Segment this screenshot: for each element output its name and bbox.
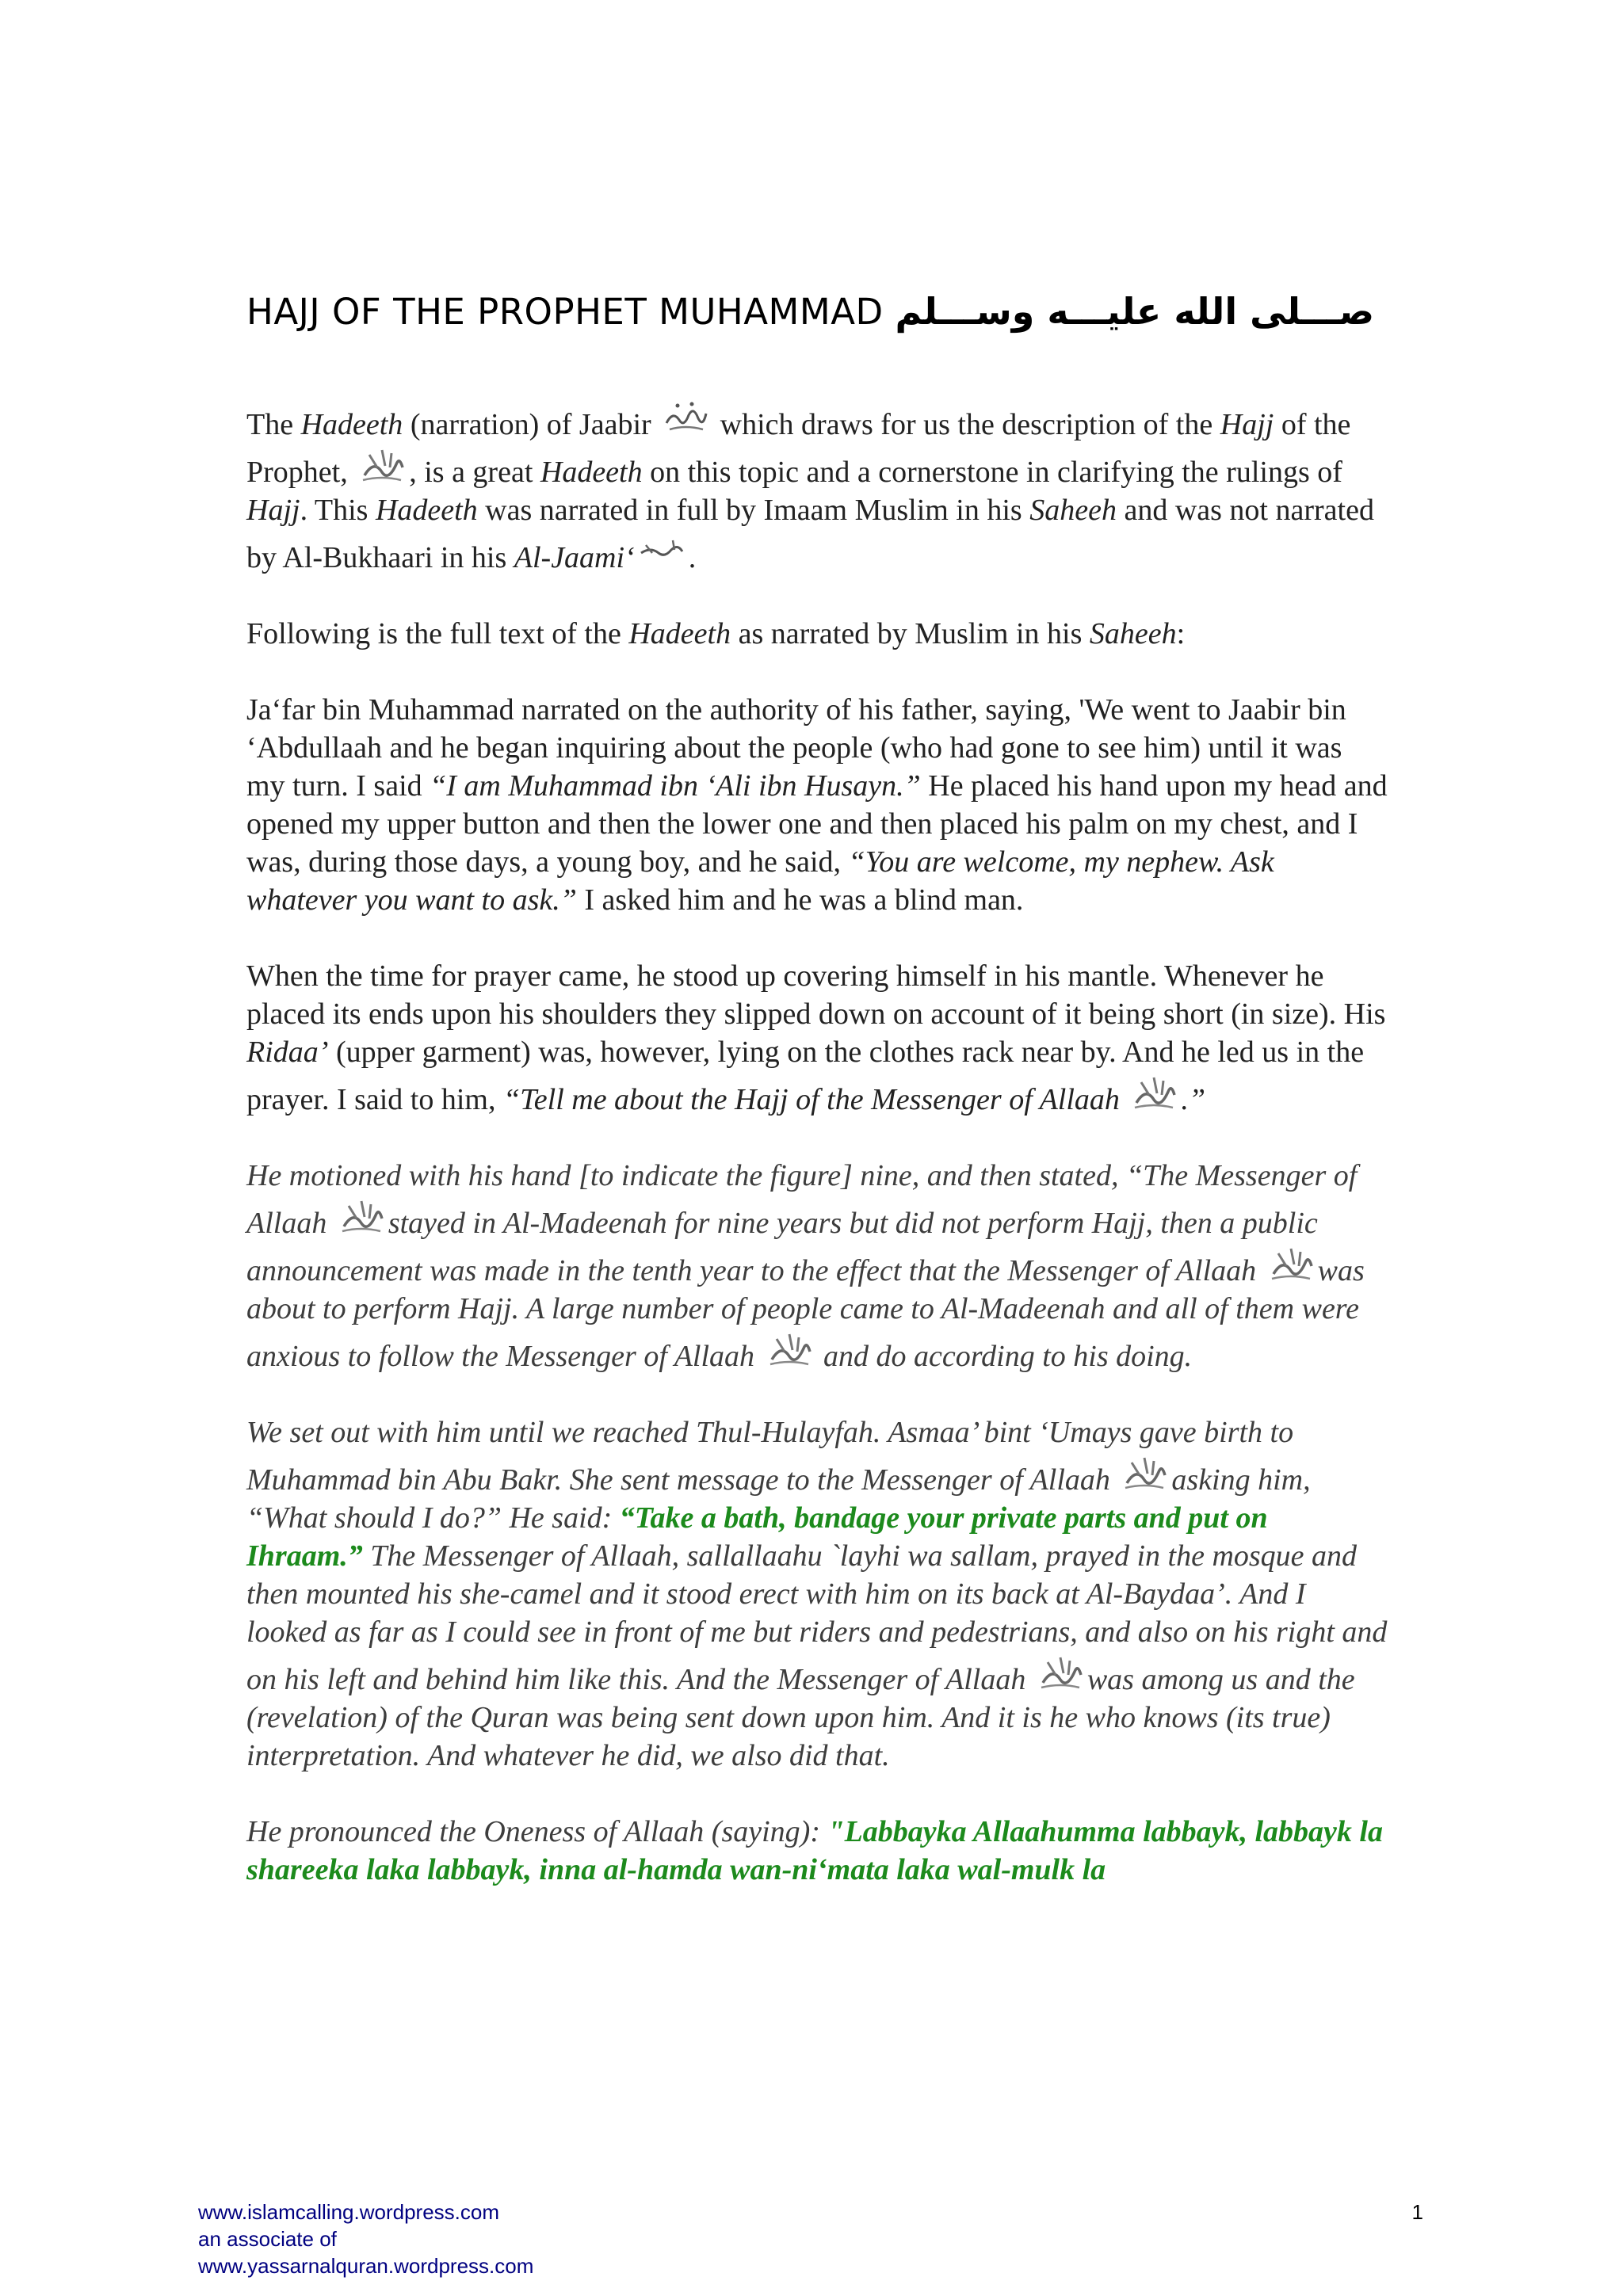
text: stayed in Al-Madeenah for nine years but did not perform Hajj, then a public announcement was made in the tenth year to the effect that the Messenger of Allaah: [246, 1207, 1318, 1287]
sallallaahu-alayhi-wa-sallam-icon: [1121, 1451, 1168, 1493]
term-hajj: Hajj: [246, 494, 300, 527]
text: The: [246, 408, 301, 441]
text: . This: [300, 494, 376, 527]
text: Following is the full text of the: [246, 617, 629, 650]
text: He pronounced the Oneness of Allaah (saying):: [246, 1815, 828, 1848]
page-title: [246, 290, 1388, 333]
narration-paragraph-1: [246, 691, 1388, 919]
text: on this topic and a cornerstone in clarifying the rulings of: [642, 456, 1342, 489]
narration-paragraph-5: [246, 1813, 1388, 1889]
text: The Messenger of Allaah, sallallaahu `layhi wa sallam, prayed in the mosque and then mounted his she-camel and it stood erect with him on its back at Al-Baydaa’. And I looked as far as I could see in front of me but riders and pedestrians, and also on his right and on his left and behind him like this. And the Messenger of Allaah: [246, 1539, 1388, 1696]
sallallaahu-alayhi-wa-sallam-icon: [358, 444, 406, 485]
text: and do according to his doing.: [815, 1340, 1193, 1373]
text: .: [688, 541, 697, 574]
page-number: 1: [1411, 2200, 1423, 2224]
term-saheeh: Saheeh: [1089, 617, 1177, 650]
text: as narrated by Muslim in his: [731, 617, 1090, 650]
text: :: [1176, 617, 1186, 650]
text: When the time for prayer came, he stood up covering himself in his mantle. Whenever he placed its ends upon his shoulders they slipped down on account of it being short (in size). His: [246, 959, 1386, 1031]
term-hadeeth: Hadeeth: [300, 408, 403, 441]
term-saheeh: Saheeh: [1029, 494, 1117, 527]
quote: “You are welcome, my nephew. Ask whatever you want to ask.”: [246, 845, 1274, 917]
intro-paragraph: [246, 396, 1388, 577]
text: He placed his hand upon my head and opened my upper button and then the lower one and then placed his palm on my chest, and I was, during those days, a young boy, and he said,: [246, 769, 1388, 879]
narration-paragraph-3: [246, 1157, 1388, 1375]
text: was among us and the (revelation) of the Quran was being sent down upon him. And it is he who knows (its true) interpretation. And whatever he did, we also did that.: [246, 1663, 1355, 1772]
text: He motioned with his hand [to indicate the figure] nine, and then stated, “The Messenger of Allaah: [246, 1159, 1358, 1240]
footer-associate-text: an associate of: [198, 2227, 337, 2251]
text: which draws for us the description of the: [712, 408, 1220, 441]
text: asking him, “What should I do?” He said:: [246, 1463, 1311, 1535]
quote: “I am Muhammad ibn ‘Ali ibn Husayn.”: [430, 769, 921, 803]
title-english: HAJJ OF THE PROPHET MUHAMMAD: [246, 291, 884, 333]
term-ridaa: Ridaa’: [246, 1035, 329, 1069]
sallallaahu-alayhi-wa-sallam-icon: [1037, 1651, 1084, 1692]
rahimahullaah-icon: [638, 529, 685, 570]
text: I asked him and he was a blind man.: [576, 883, 1024, 917]
text: of the Prophet,: [246, 408, 1351, 489]
document-body: [246, 396, 1388, 1927]
footer-link-yassarnalquran[interactable]: www.yassarnalquran.wordpress.com: [198, 2254, 534, 2278]
sallallaahu-alayhi-wa-sallam-icon: [1267, 1242, 1315, 1283]
term-hadeeth: Hadeeth: [375, 494, 478, 527]
page-footer: [198, 2199, 1434, 2279]
term-hajj: Hajj: [1220, 408, 1274, 441]
text: (upper garment) was, however, lying on the clothes rack near by. And he led us in the prayer. I said to him,: [246, 1035, 1365, 1116]
text: was about to perform Hajj. A large number of people came to Al-Madeenah and all of them were anxious to follow the Messenger of Allaah: [246, 1254, 1365, 1373]
text: , is a great: [409, 456, 540, 489]
text: (narration) of Jaabir: [403, 408, 659, 441]
radiyallaahu-anhu-icon: [662, 396, 709, 437]
term-hadeeth: Hadeeth: [628, 617, 731, 650]
text: was narrated in full by Imaam Muslim in his: [477, 494, 1030, 527]
term-al-jaami: Al-Jaami‘: [514, 541, 635, 574]
sallallaahu-alayhi-wa-sallam-icon: [766, 1328, 813, 1369]
text: Ja‘far bin Muhammad narrated on the authority of his father, saying, 'We went to Jaabir bin ‘Abdullaah and he began inquiring about the people (who had gone to see him) until it was my turn. I said: [246, 693, 1346, 803]
sallallaahu-alayhi-wa-sallam-icon: [1130, 1071, 1178, 1112]
quote: “Tell me about the Hajj of the Messenger of Allaah: [502, 1083, 1128, 1116]
prophet-speech-green: “Take a bath, bandage your private parts and put on Ihraam.”: [246, 1501, 1268, 1573]
quote: .”: [1181, 1083, 1206, 1116]
narration-paragraph-2: [246, 957, 1388, 1119]
talbiyah-green: "Labbayka Allaahumma labbayk, labbayk la shareeka laka labbayk, inna al-hamda wan-ni‘mata laka wal-mulk la: [246, 1815, 1383, 1886]
footer-links: [198, 2199, 1434, 2279]
text: and was not narrated by Al-Bukhaari in his: [246, 494, 1374, 574]
narration-paragraph-4: [246, 1413, 1388, 1775]
text: We set out with him until we reached Thul-Hulayfah. Asmaa’ bint ‘Umays gave birth to Muhammad bin Abu Bakr. She sent message to the Messenger of Allaah: [246, 1416, 1294, 1497]
following-paragraph: [246, 615, 1388, 653]
footer-link-islamcalling[interactable]: www.islamcalling.wordpress.com: [198, 2200, 499, 2224]
sallallaahu-alayhi-wa-sallam-icon: [338, 1195, 385, 1236]
term-hadeeth: Hadeeth: [540, 456, 643, 489]
title-arabic-salutation: صـــلى الله عليـــه وســـلم: [895, 290, 1375, 333]
